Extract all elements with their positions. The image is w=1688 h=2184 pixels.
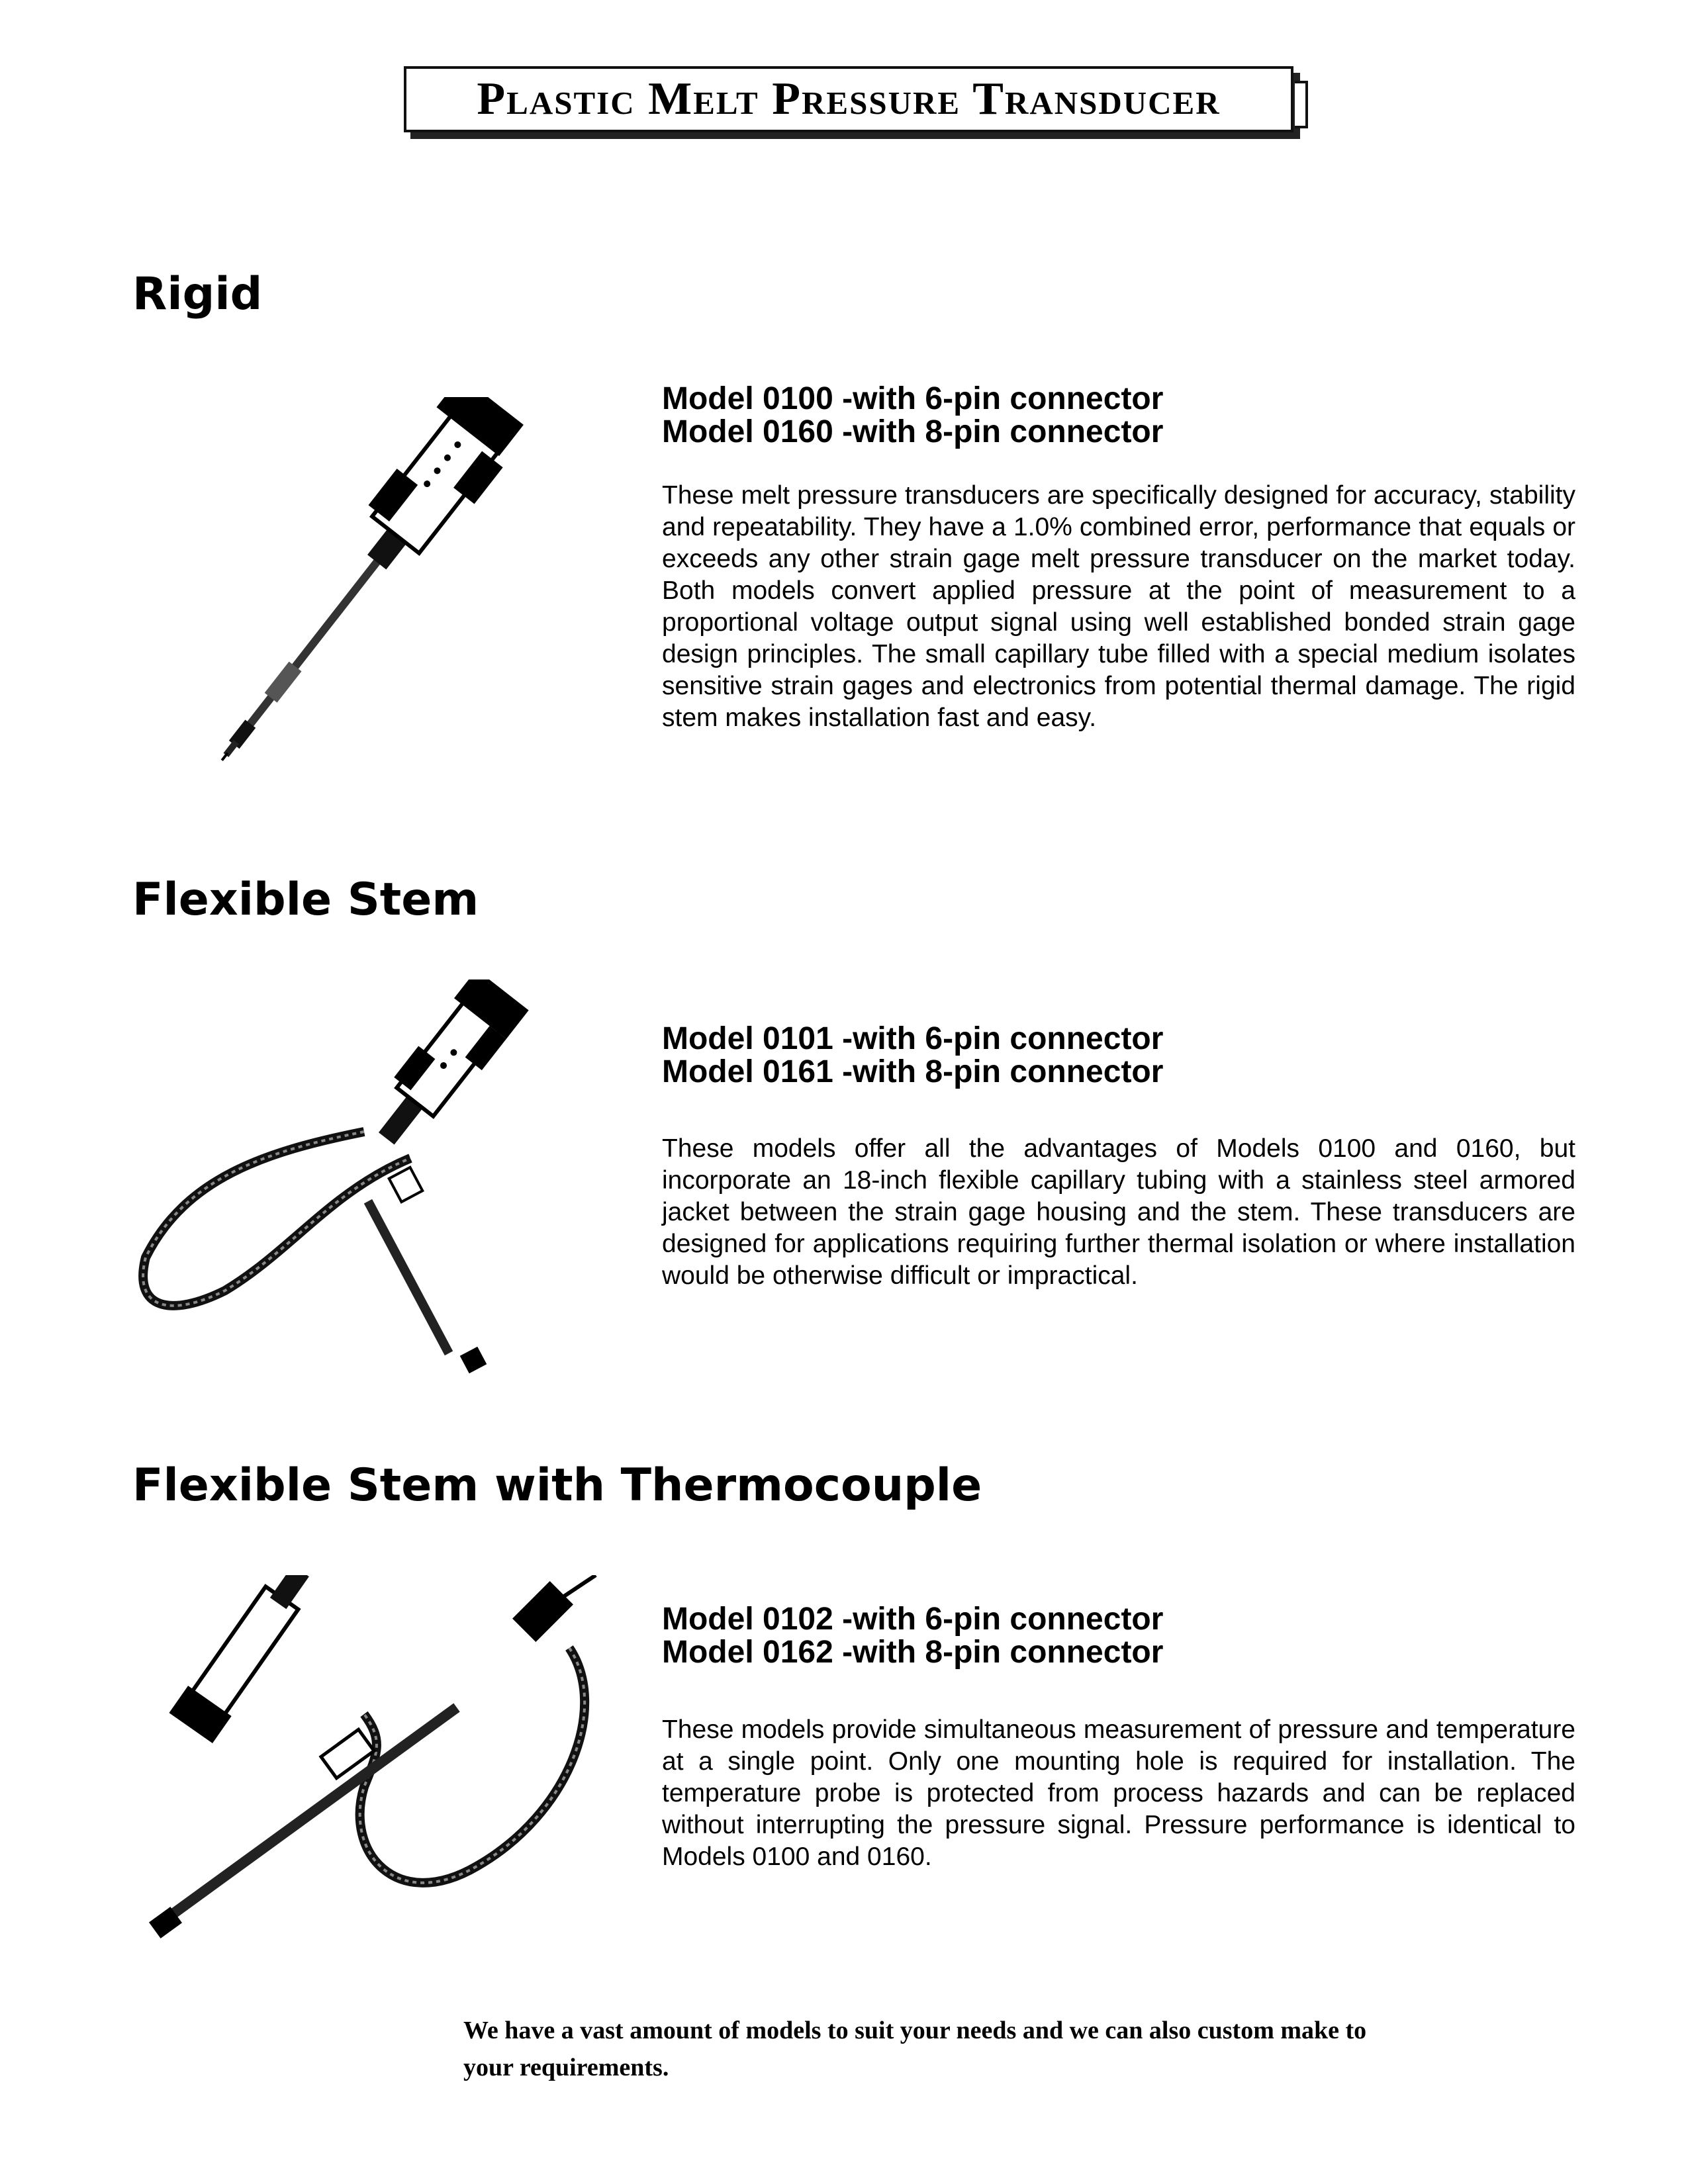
rigid-transducer-image <box>139 397 576 781</box>
page-title <box>404 66 1293 132</box>
model-line: Model 0100 -with 6-pin connector <box>662 381 1164 416</box>
model-line: Model 0162 -with 8-pin connector <box>662 1635 1164 1670</box>
page-title-text: Plastic Melt Pressure Transducer <box>477 73 1221 124</box>
footer-note: We have a vast amount of models to suit your needs and we can also custom make to your requirements. <box>463 2017 1367 2081</box>
section-heading-rigid: Rigid <box>132 268 263 320</box>
description-rigid: These melt pressure transducers are specifically designed for accuracy, stability and repeatability. They have a 1.0% combined error, performance that equals or exceeds any other strain gage melt pressure transducer on the market today. Both models convert applied pressure at the point of measurement to a proportional voltage output signal using well established bonded strain gage design principles. The small capillary tube filled with a special medium isolates sensitive strain gages and electronics from potential thermal damage. The rigid stem makes installation fast and easy. <box>662 481 1575 732</box>
model-line: Model 0160 -with 8-pin connector <box>662 414 1164 449</box>
thermocouple-transducer-image <box>146 1575 622 1946</box>
model-list-flexible-stem <box>662 1023 1575 1089</box>
model-list-rigid <box>662 383 1575 449</box>
model-line: Model 0101 -with 6-pin connector <box>662 1021 1164 1056</box>
model-line: Model 0102 -with 6-pin connector <box>662 1602 1164 1637</box>
section-heading-flexible-stem: Flexible Stem <box>132 874 479 926</box>
section-heading-flexible-stem-thermocouple: Flexible Stem with Thermocouple <box>132 1459 982 1512</box>
description-thermocouple: These models provide simultaneous measurement of pressure and temperature at a single point. Only one mounting hole is required for installation. The temperature probe is protected from process hazards and can be replaced without interrupting the pressure signal. Pressure performance is identical to Models 0100 and 0160. <box>662 1715 1575 1871</box>
model-list-thermocouple <box>662 1603 1575 1669</box>
title-tab-decoration <box>1295 81 1308 128</box>
flexible-stem-transducer-image <box>132 979 609 1377</box>
description-flexible-stem: These models offer all the advantages of Models 0100 and 0160, but incorporate an 18-inch flexible capillary tubing with a stainless steel armored jacket between the strain gage housing and the stem. These transducers are designed for applications requiring further thermal isolation or where installation would be otherwise difficult or impractical. <box>662 1134 1575 1290</box>
model-line: Model 0161 -with 8-pin connector <box>662 1054 1164 1089</box>
